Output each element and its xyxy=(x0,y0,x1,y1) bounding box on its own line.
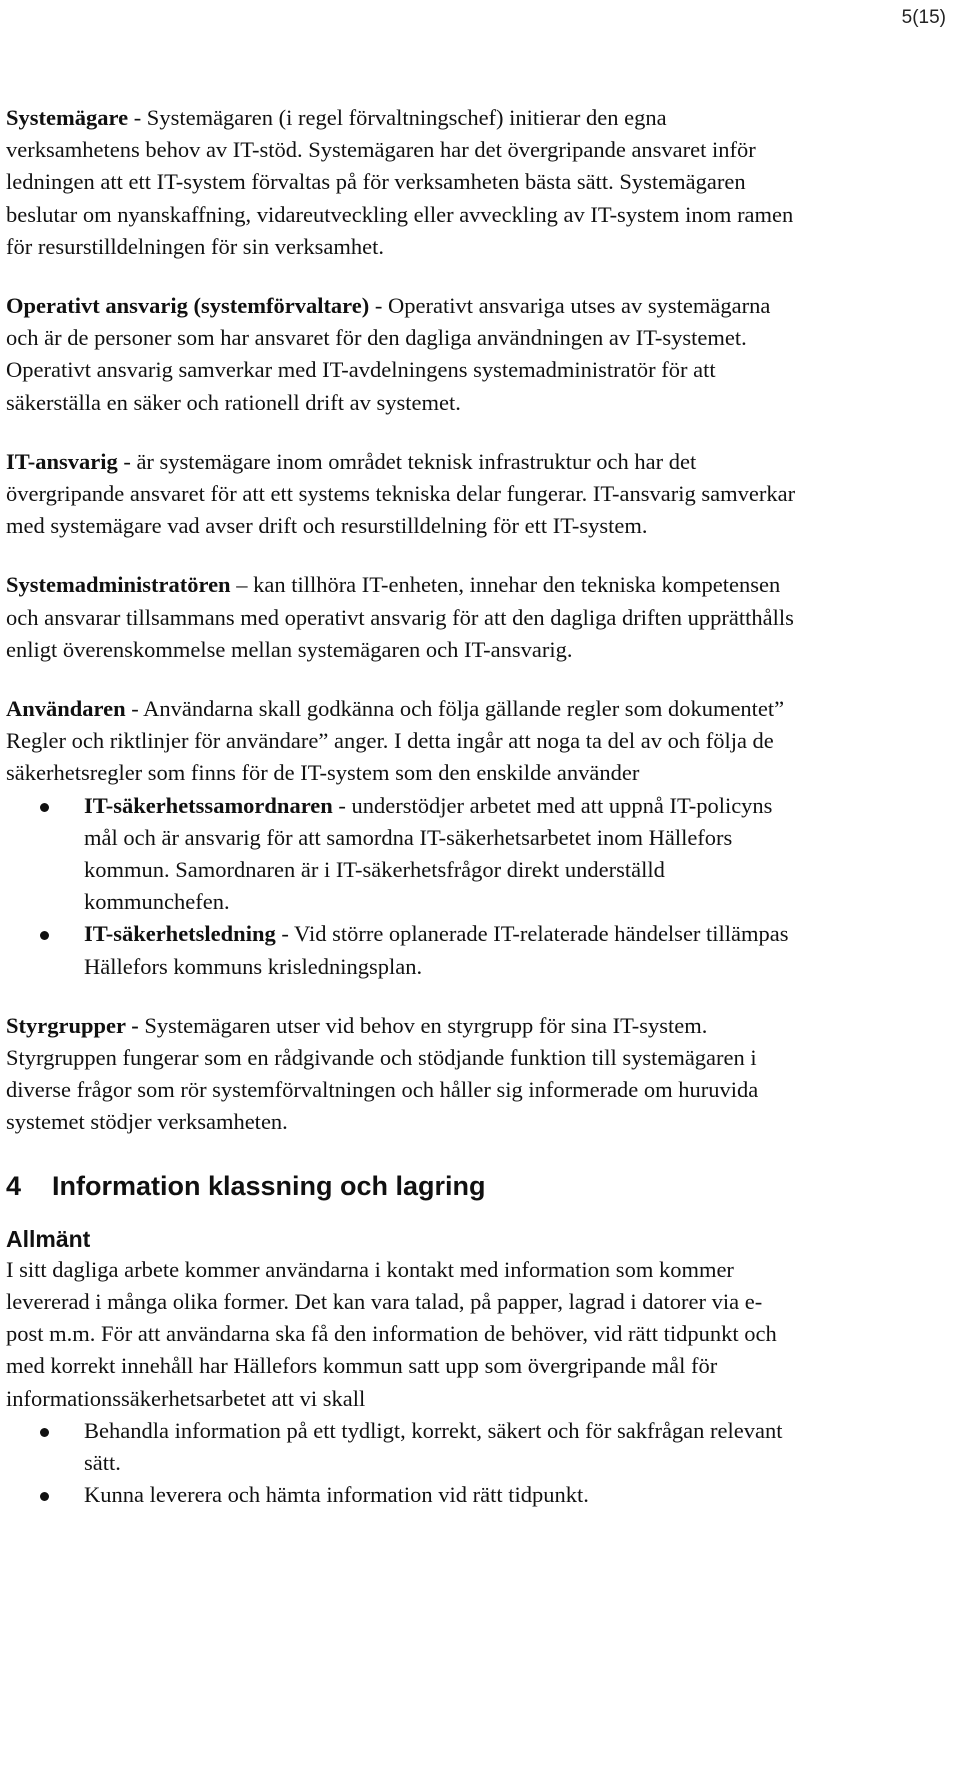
list-item xyxy=(6,1479,796,1511)
section-title: Information klassning och lagring xyxy=(52,1170,486,1201)
term-systemagare: Systemägare xyxy=(6,105,129,130)
paragraph-systemadministrator xyxy=(6,569,796,666)
list-item xyxy=(6,918,796,982)
subheading: Allmänt xyxy=(6,1225,91,1252)
term-styrgrupper: Styrgrupper - xyxy=(6,1012,139,1038)
section-number: 4 xyxy=(6,1170,22,1201)
list-item xyxy=(6,790,796,919)
paragraph-it-ansvarig xyxy=(6,446,796,543)
text-anvandaren: - Användarna skall godkänna och följa gällande regler som dokumentet” Regler och riktlinjer för användare” anger. I detta ingår att noga ta del av och följa de säkerhetsregler som finns för de IT-system som den enskilde använder xyxy=(6,696,785,786)
bullet-icon xyxy=(40,931,49,940)
paragraph-allmant: I sitt dagliga arbete kommer användarna i kontakt med information som kommer levererad i många olika former. Det kan vara talad, på papper, lagrad i datorer via e-post m.m. För att användarna ska få den information de behöver, vid rätt tidpunkt och med korrekt innehåll har Hällefors kommun satt upp som övergripande mål för informationssäkerhetsarbetet att vi skall xyxy=(6,1256,777,1411)
term-anvandaren: Användaren xyxy=(6,696,126,722)
bullet-icon xyxy=(40,1492,49,1501)
paragraph-anvandaren xyxy=(6,693,796,790)
text-systemagare: - Systemägaren (i regel förvaltningschef) initierar den egna verksamhetens behov av IT-stöd. Systemägaren har det övergripande ansvaret inför ledningen att ett IT-system förvaltas på för verksamheten bästa sätt. Systemägaren beslutar om nyanskaffning, vidareutveckling eller avveckling av IT-system inom ramen för resurstilldelningen för sin verksamhet. xyxy=(6,105,794,259)
roles-list xyxy=(6,790,796,983)
list-item xyxy=(6,1415,796,1479)
goals-list xyxy=(6,1415,796,1512)
text-it-ansvarig: - är systemägare inom området teknisk infrastruktur och har det övergripande ansvaret för att ett systems tekniska delar fungerar. IT-ansvarig samverkar med systemägare vad avser drift och resurstilldelning för ett IT-system. xyxy=(6,448,796,539)
text-systemadministrator: – kan tillhöra IT-enheten, innehar den tekniska kompetensen och ansvarar tillsammans med operativt ansvarig för att den dagliga driften upprätthålls enligt överenskommelse mellan systemägaren och IT-ansvarig. xyxy=(6,572,794,662)
term-systemadministrator: Systemadministratören xyxy=(6,572,231,598)
page-number: 5(15) xyxy=(901,7,946,28)
list-item-text: - understödjer arbetet med att uppnå IT-policyns mål och är ansvarig för att samordna IT-säkerhetsarbetet inom Hällefors kommun. Samordnaren är i IT-säkerhetsfrågor direkt underställd kommunchefen. xyxy=(84,792,773,915)
paragraph-systemagare xyxy=(6,102,796,263)
term-operativt-ansvarig: Operativt ansvarig (systemförvaltare) xyxy=(6,293,370,319)
document-body xyxy=(6,102,796,1511)
text-operativt-ansvarig: - Operativt ansvariga utses av systemägarna och är de personer som har ansvaret för den dagliga användningen av IT-systemet. Operativt ansvarig samverkar med IT-avdelningens systemadministratör för att säkerställa en säker och rationell drift av systemet. xyxy=(6,293,771,415)
list-item-term: IT-säkerhetsledning xyxy=(84,921,276,947)
paragraph-styrgrupper xyxy=(6,1010,796,1139)
term-it-ansvarig: IT-ansvarig xyxy=(6,448,118,474)
text-styrgrupper: Systemägaren utser vid behov en styrgrupp för sina IT-system. Styrgruppen fungerar som en rådgivande och stödjande funktion till systemägaren i diverse frågor som rör systemförvaltningen och håller sig informerade om huruvida systemet stödjer verksamheten. xyxy=(6,1012,759,1135)
bullet-icon xyxy=(40,803,49,812)
list-item-text: Behandla information på ett tydligt, korrekt, säkert och för sakfrågan relevant sätt. xyxy=(84,1417,783,1475)
paragraph-operativt-ansvarig xyxy=(6,290,796,419)
section-heading xyxy=(6,1169,796,1203)
list-item-text: Kunna leverera och hämta information vid rätt tidpunkt. xyxy=(84,1482,589,1508)
list-item-term: IT-säkerhetssamordnaren xyxy=(84,792,333,818)
list-item-text: - Vid större oplanerade IT-relaterade händelser tillämpas Hällefors kommuns krisledningsplan. xyxy=(84,921,789,979)
bullet-icon xyxy=(40,1428,49,1437)
